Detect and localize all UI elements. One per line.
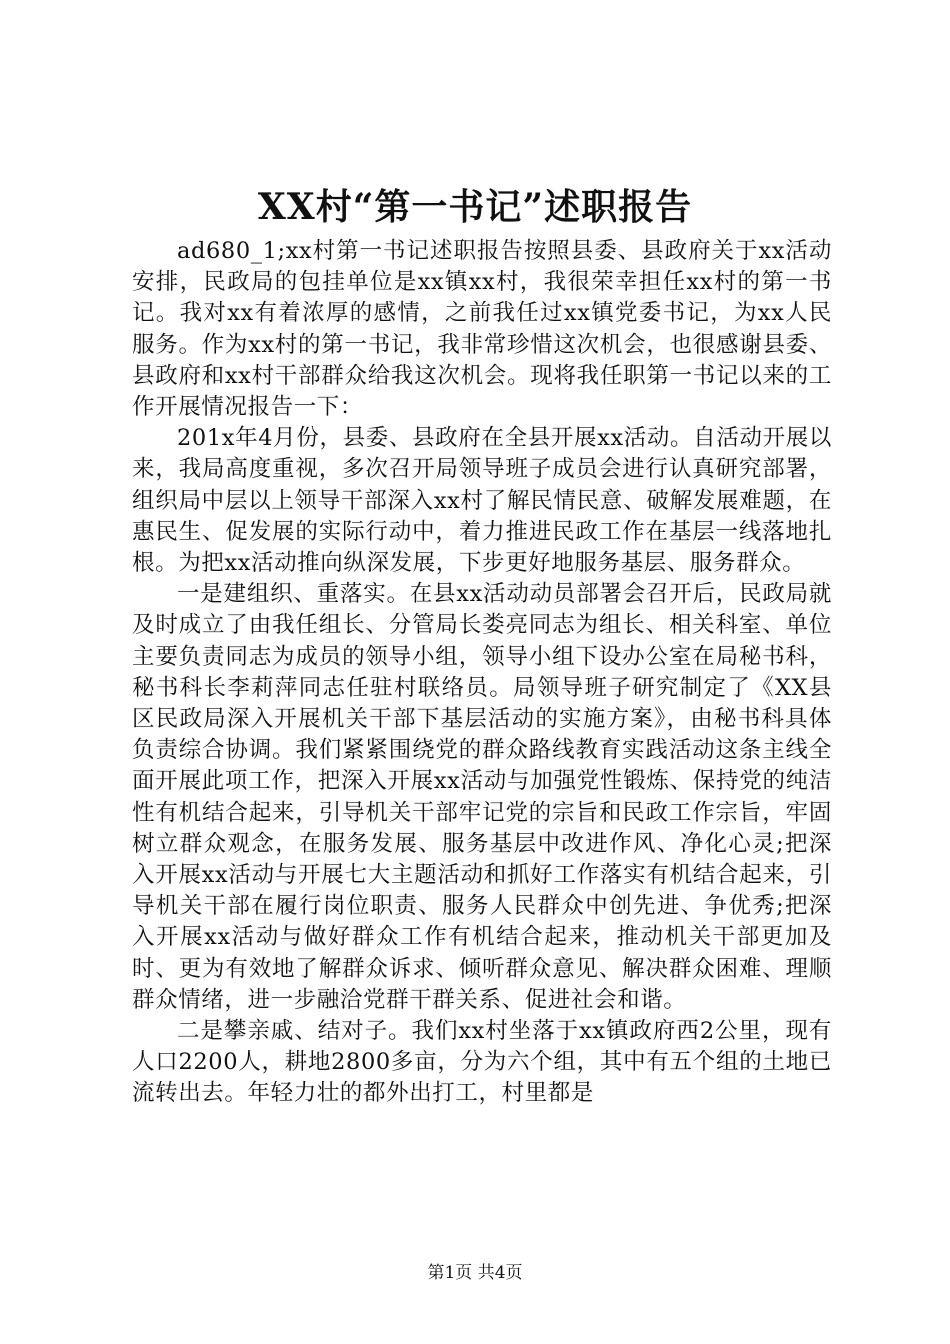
document-title: XX村“第一书记”述职报告	[257, 186, 693, 228]
paragraph-background: 201x年4月份，县委、县政府在全县开展xx活动。自活动开展以来，我局高度重视，多次召开局领导班子成员会进行认真研究部署，组织局中层以上领导干部深入xx村了解民情民意、破解发展难题，在惠民生、促发展的实际行动中，着力推进民政工作在基层一线落地扎根。为把xx活动推向纵深发展，下步更好地服务基层、服务群众。	[132, 425, 832, 577]
document-body	[132, 236, 832, 1110]
paragraph-organization: 一是建组织、重落实。在县xx活动动员部署会召开后，民政局就及时成立了由我任组长、分管局长娄亮同志为组长、相关科室、单位主要负责同志为成员的领导小组，领导小组下设办公室在局秘书科，秘书科长李莉萍同志任驻村联络员。局领导班子研究制定了《XX县区民政局深入开展机关干部下基层活动的实施方案》，由秘书科具体负责综合协调。我们紧紧围绕党的群众路线教育实践活动这条主线全面开展此项工作，把深入开展xx活动与加强党性锻炼、保持党的纯洁性有机结合起来，引导机关干部牢记党的宗旨和民政工作宗旨，牢固树立群众观念，在服务发展、服务基层中改进作风、净化心灵;把深入开展xx活动与开展七大主题活动和抓好工作落实有机结合起来，引导机关干部在履行岗位职责、服务人民群众中创先进、争优秀;把深入开展xx活动与做好群众工作有机结合起来，推动机关干部更加及时、更为有效地了解群众诉求、倾听群众意见、解决群众困难、理顺群众情绪，进一步融洽党群干群关系、促进社会和谐。	[132, 581, 832, 1013]
paragraph-pairing: 二是攀亲戚、结对子。我们xx村坐落于xx镇政府西2公里，现有人口2200人，耕地2800多亩，分为六个组，其中有五个组的土地已流转出去。年轻力壮的都外出打工，村里都是	[132, 1018, 832, 1107]
paragraph-intro: ad680_1;xx村第一书记述职报告按照县委、县政府关于xx活动安排，民政局的包挂单位是xx镇xx村，我很荣幸担任xx村的第一书记。我对xx有着浓厚的感情，之前我任过xx镇党委书记，为xx人民服务。作为xx村的第一书记，我非常珍惜这次机会，也很感谢县委、县政府和xx村干部群众给我这次机会。现将我任职第一书记以来的工作开展情况报告一下：	[132, 238, 832, 421]
page-number-footer: 第1页 共4页	[427, 1263, 523, 1283]
